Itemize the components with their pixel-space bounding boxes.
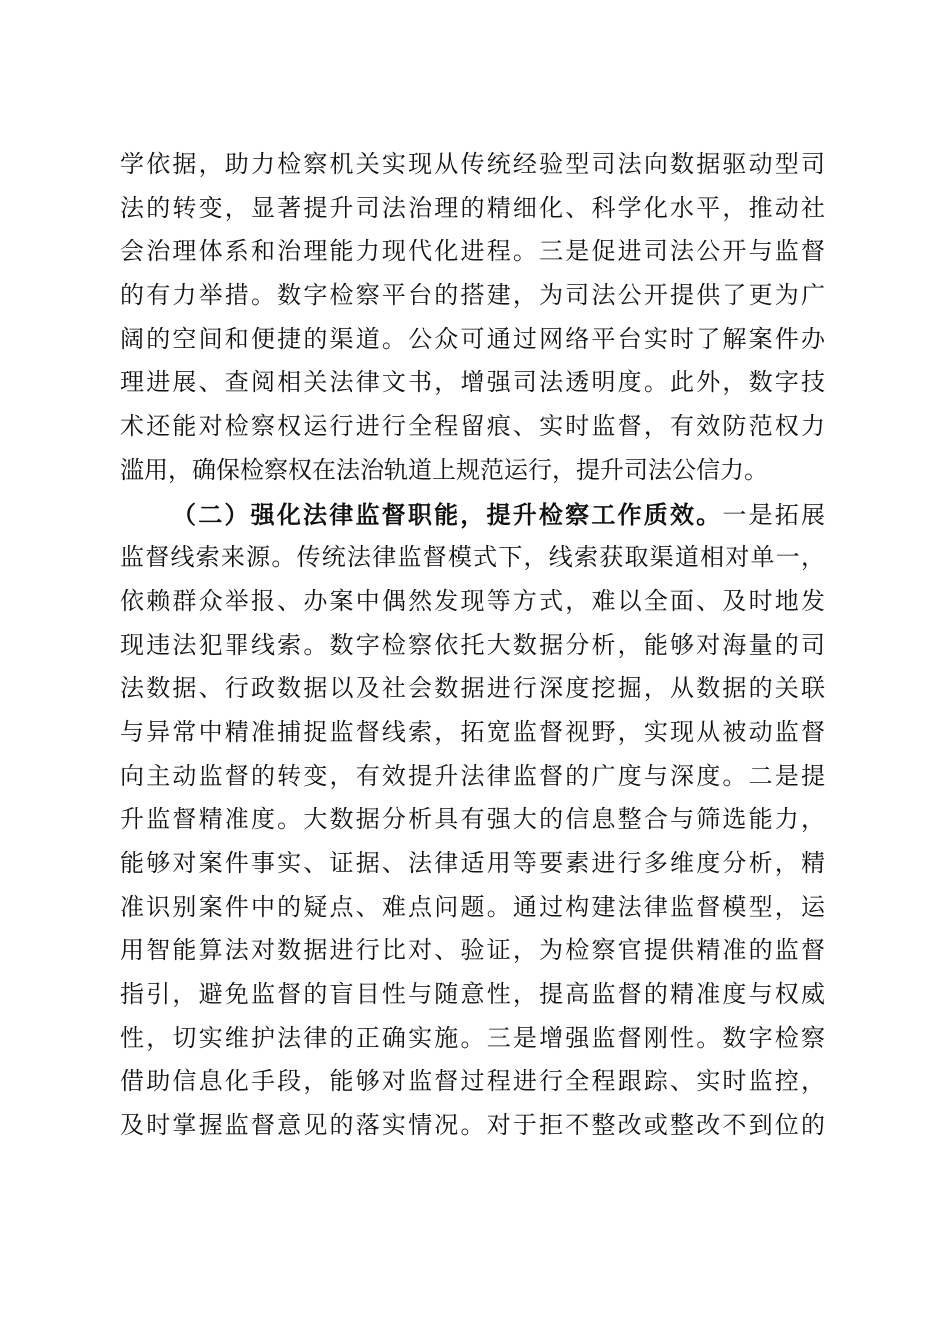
paragraph-1 [120, 143, 825, 493]
section-heading: （二）强化法律监督职能，提升检察工作质效。 [172, 499, 723, 529]
text-line: 向主动监督的转变，有效提升法律监督的广度与深度。二是提 [120, 761, 825, 790]
text-line: 现违法犯罪线索。数字检察依托大数据分析，能够对海量的司 [120, 630, 825, 659]
text-fragment: 一是拓展 [722, 500, 825, 529]
text-line: 学依据，助力检察机关实现从传统经验型司法向数据驱动型司 [120, 150, 825, 178]
text-line: 阔的空间和便捷的渠道。公众可通过网络平台实时了解案件办 [120, 324, 825, 353]
text-line: 会治理体系和治理能力现代化进程。三是促进司法公开与监督 [120, 237, 825, 266]
text-line: 依赖群众举报、办案中偶然发现等方式，难以全面、及时地发 [120, 586, 825, 615]
text-line: 准识别案件中的疑点、难点问题。通过构建法律监督模型，运 [120, 892, 825, 921]
text-line: 升监督精准度。大数据分析具有强大的信息整合与筛选能力， [120, 805, 825, 834]
text-line: 滥用，确保检察权在法治轨道上规范运行，提升司法公信力。 [120, 455, 768, 484]
text-line: 及时掌握监督意见的落实情况。对于拒不整改或整改不到位的 [120, 1111, 825, 1140]
text-line: 法的转变，显著提升司法治理的精细化、科学化水平，推动社 [120, 193, 825, 222]
document-body [120, 143, 825, 1148]
text-line: 的有力举措。数字检察平台的搭建，为司法公开提供了更为广 [120, 281, 825, 310]
text-line: 用智能算法对数据进行比对、验证，为检察官提供精准的监督 [120, 936, 825, 965]
text-line: 借助信息化手段，能够对监督过程进行全程跟踪、实时监控， [120, 1067, 825, 1096]
text-line: 性，切实维护法律的正确实施。三是增强监督刚性。数字检察 [120, 1023, 825, 1052]
text-line: 能够对案件事实、证据、法律适用等要素进行多维度分析，精 [120, 849, 825, 877]
text-line: 理进展、查阅相关法律文书，增强司法透明度。此外，数字技 [120, 368, 825, 397]
paragraph-2 [120, 493, 825, 1148]
text-line: 术还能对检察权运行进行全程留痕、实时监督，有效防范权力 [120, 412, 825, 441]
text-line: 法数据、行政数据以及社会数据进行深度挖掘，从数据的关联 [120, 674, 825, 703]
paragraph-2-first-line [120, 493, 825, 537]
text-line: 与异常中精准捕捉监督线索，拓宽监督视野，实现从被动监督 [120, 717, 825, 746]
text-line: 指引，避免监督的盲目性与随意性，提高监督的精准度与权威 [120, 980, 825, 1009]
text-line: 监督线索来源。传统法律监督模式下，线索获取渠道相对单一， [120, 543, 825, 572]
